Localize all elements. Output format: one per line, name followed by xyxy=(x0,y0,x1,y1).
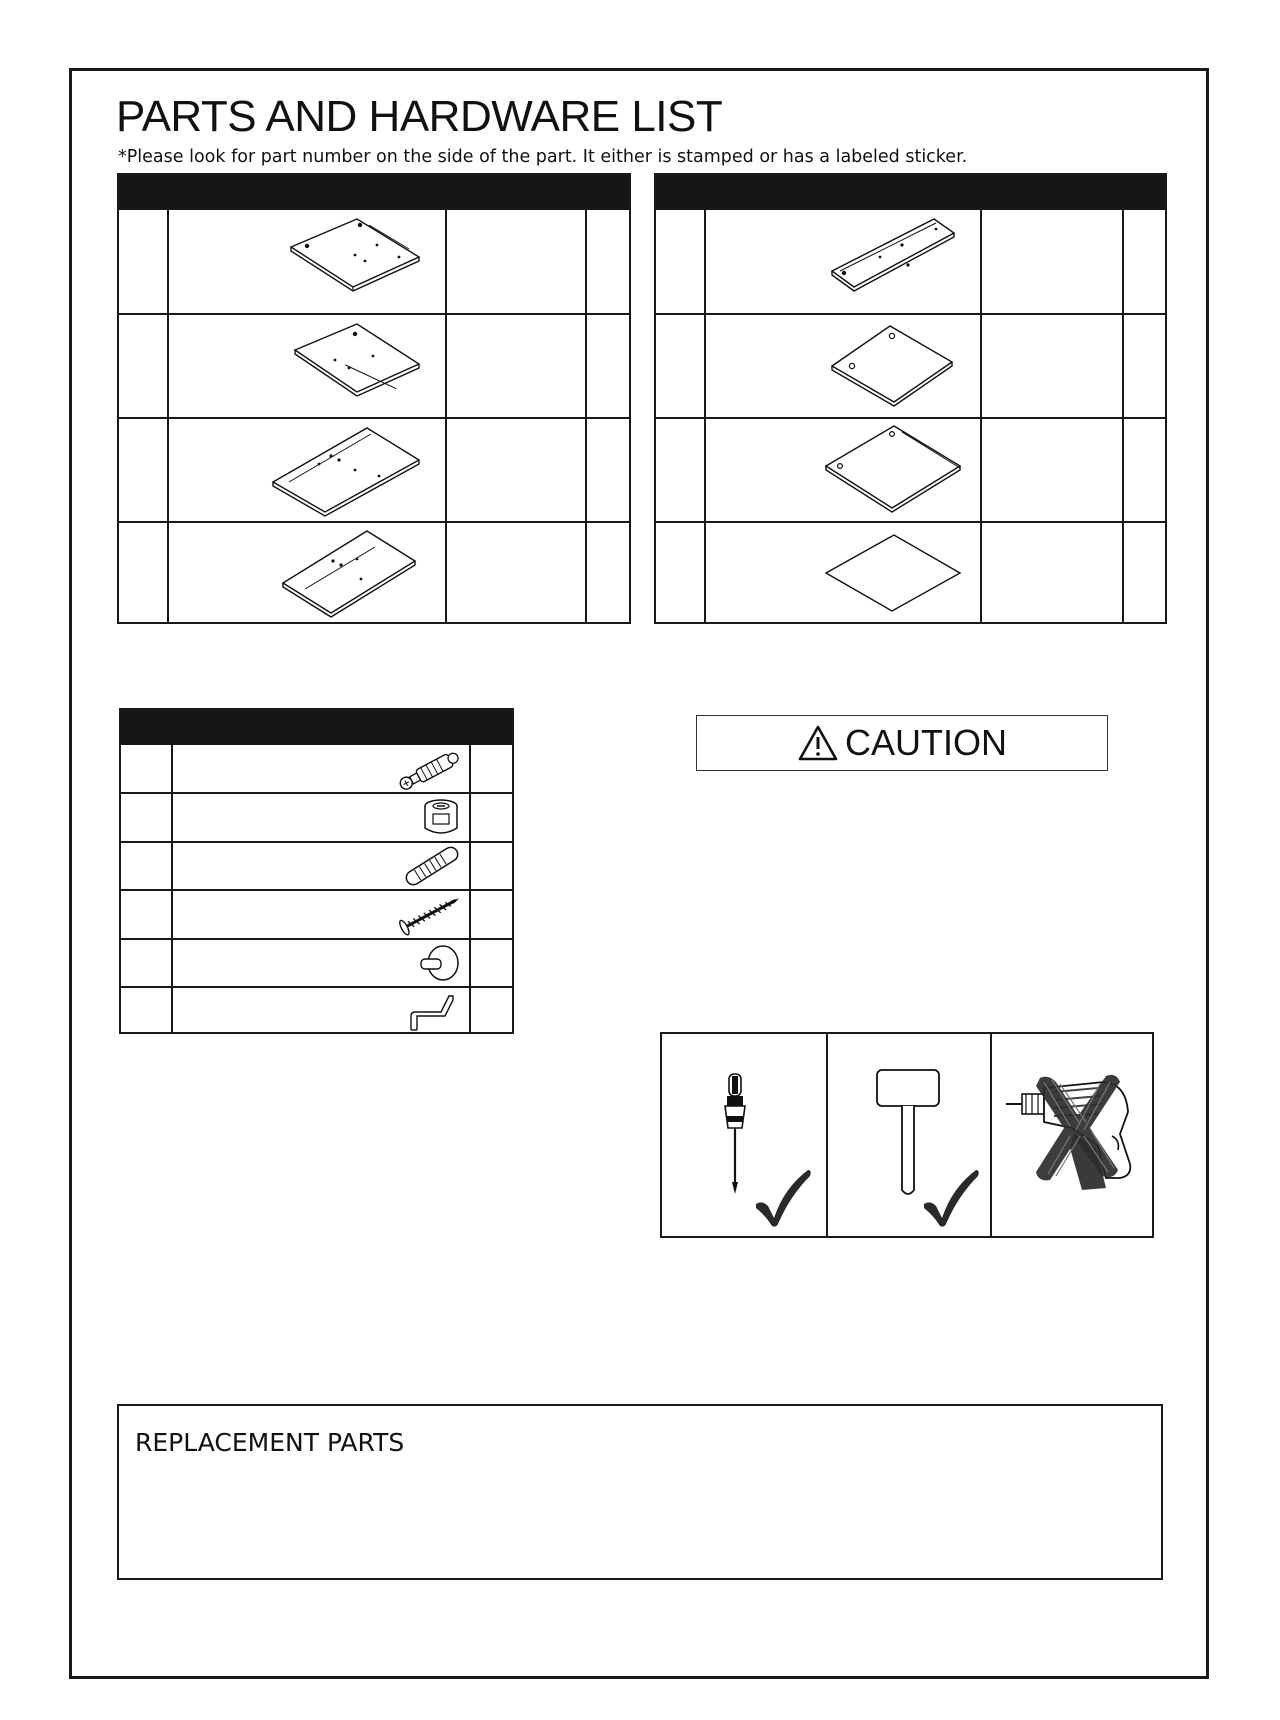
page-subtitle: *Please look for part number on the side of the part. It either is stamped or has a labeled sticker. xyxy=(118,147,968,167)
tool-screwdriver xyxy=(662,1034,826,1236)
panel-icon xyxy=(259,525,439,625)
cam-bolt-icon xyxy=(393,747,469,793)
panel-icon xyxy=(816,320,976,416)
back-panel-icon xyxy=(812,525,976,621)
tool-hammer xyxy=(826,1034,990,1236)
panel-icon xyxy=(259,420,439,520)
caution-box xyxy=(696,715,1108,771)
allen-key-icon xyxy=(401,986,467,1034)
caution-label: CAUTION xyxy=(845,722,1007,763)
panel-icon xyxy=(816,215,976,311)
hardware-table xyxy=(119,708,514,1034)
panel-icon xyxy=(269,320,439,416)
panel-icon xyxy=(812,420,976,520)
wooden-dowel-icon xyxy=(397,842,467,890)
shelf-pin-icon xyxy=(413,939,463,985)
table-header-bar xyxy=(656,175,1165,210)
tools-box xyxy=(660,1032,1154,1238)
cross-icon xyxy=(1030,1072,1126,1182)
parts-table-right xyxy=(654,173,1167,624)
check-icon xyxy=(754,1166,814,1230)
screw-icon xyxy=(393,890,467,938)
tool-power-drill xyxy=(990,1034,1154,1236)
replacement-parts-box xyxy=(117,1404,1163,1580)
replacement-parts-title: REPLACEMENT PARTS xyxy=(135,1428,405,1457)
table-header-bar xyxy=(119,175,629,210)
page-title: PARTS AND HARDWARE LIST xyxy=(116,92,723,141)
panel-icon xyxy=(269,215,439,311)
table-header-bar xyxy=(121,710,512,745)
screwdriver-icon xyxy=(720,1072,750,1202)
parts-table-left xyxy=(117,173,631,624)
cam-lock-icon xyxy=(417,794,465,840)
check-icon xyxy=(922,1166,982,1230)
warning-triangle-icon xyxy=(797,724,839,762)
